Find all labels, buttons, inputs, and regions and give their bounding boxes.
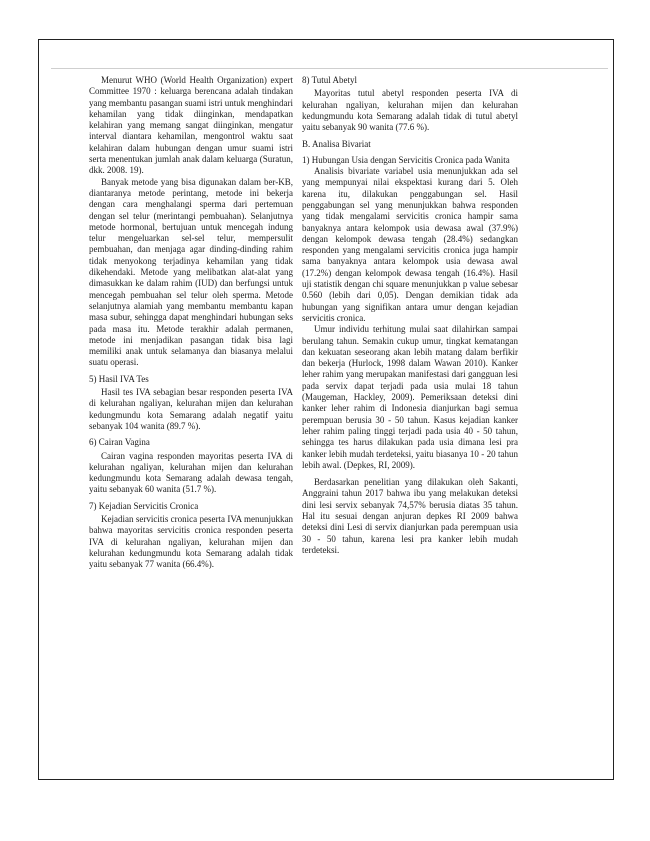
paragraph-umur-individu: Umur individu terhitung mulai saat dilahirkan sampai berulang tahun. Semakin cukup umur, tingkat kematangan dan kekuatan seseorang akan lebih matang dalam berfikir dan bekerja (Hurlock, 1998 dalam Wawan 2010). Kanker leher rahim yang merupakan manifestasi dari gangguan lesi pada servix dapat terjadi pada usia mulai 18 tahun (Maugeman, Hackley, 2009). Pemeriksaan deteksi dini kanker leher rahim di Indonesia dianjurkan bagi semua perempuan berusia 30 - 50 tahun. Kasus kejadian kanker leher rahim paling tinggi terjadi pada usia 40 - 50 tahun, sehingga tes harus dilakukan pada usia dimana lesi pra kanker lebih mudah terdeteksi, yaitu biasanya 10 - 20 tahun lebih awal. (Depkes, RI, 2009).: [302, 324, 518, 470]
paragraph-who-definition: Menurut WHO (World Health Organization) expert Committee 1970 : keluarga berencana adalah tindakan yang membantu pasangan suami istri untuk menghindari kehamilan yang tidak diinginkan, mendapatkan kelahiran yang memang sangat diinginkan, mengatur interval diantara kehamilan, mengontrol waktu saat kelahiran dalam hubungan dengan umur suami istri serta menentukan jumlah anak dalam keluarga (Suratun, dkk. 2008. 19).: [89, 75, 293, 176]
heading-hubungan-usia: 1) Hubungan Usia dengan Servicitis Cronica pada Wanita: [302, 154, 510, 165]
paragraph-penelitian-sakanti: Berdasarkan penelitian yang dilakukan oleh Sakanti, Anggraini tahun 2017 bahwa ibu yang melakukan deteksi dini lesi servix sebanyak 74,57% berusia diatas 35 tahun. Hal itu sesuai dengan anjuran depkes RI 2009 bahwa deteksi dini Lesi di servix dianjurkan pada perempuan usia 30 - 50 tahun, karena lesi pra kanker lebih mudah terdeteksi.: [302, 477, 518, 555]
heading-analisa-bivariat: B. Analisa Bivariat: [302, 139, 371, 150]
left-column: [89, 75, 293, 570]
paragraph-kejadian-servicitis: Kejadian servicitis cronica peserta IVA menunjukkan bahwa mayoritas servicitis cronica responden peserta IVA di kelurahan ngaliyan, kelurahan mijen dan kelurahan kedungmundu kota Semarang adalah tidak yaitu sebanyak 77 wanita (66.4%).: [89, 513, 293, 570]
paragraph-analisis-bivariate: Analisis bivariate variabel usia menunjukkan ada sel yang mempunyai nilai ekspektasi kurang dari 5. Oleh karena itu, dilakukan penggabungan sel. Hasil penggabungan sel yang menunjukkan bahwa responden yang tidak mengalami servicitis cronica hampir sama banyaknya antara kelompok usia dewasa awal (37.9%) dengan kelompok dewasa tengah (28.4%) sedangkan responden yang mengalami servicitis cronica juga hampir sama banyaknya antara kelompok usia dewasa awal (17.2%) dengan kelompok dewasa tengah (16.4%). Hasil uji statistik dengan chi square menunjukkan p value sebesar 0.560 (lebih dari 0,05). Dengan demikian tidak ada hubungan yang signifikan antara umur dengan kejadian servicitis cronica.: [302, 166, 518, 323]
heading-tutul-abetyl: 8) Tutul Abetyl: [302, 75, 358, 85]
heading-kejadian-servicitis: 7) Kejadian Servicitis Cronica: [89, 500, 199, 511]
paragraph-metode-kb: Banyak metode yang bisa digunakan dalam ber-KB, diantaranya metode perintang, metode ini bekerja dengan cara menghalangi sperma dari pertemuan dengan sel telur (merintangi pembuahan). Selanjutnya metode hormonal, bertujuan untuk mencegah indung telur mengeluarkan sel-sel telur, mempersulit pembuahan, dan menjaga agar dinding-dinding rahim tidak menyokong terjadinya kehamilan yang tidak dikehendaki. Metode yang melibatkan alat-alat yang dimasukkan ke dalam rahim (IUD) dan berfungsi untuk mencegah pembuahan sel telur oleh sperma. Metode selanjutnya alamiah yang membantu membantu kapan masa subur, sehingga dapat menghindari hubungan seks pada masa itu. Metode terakhir adalah permanen, metode ini menjadikan pasangan tidak bisa lagi memiliki anak untuk selamanya dan biasanya melalui suatu operasi.: [89, 176, 293, 368]
paragraph-hasil-iva: Hasil tes IVA sebagian besar responden peserta IVA di kelurahan ngaliyan, kelurahan mijen dan kelurahan kedungmundu kota Semarang adalah negatif yaitu sebanyak 104 wanita (89.7 %).: [89, 387, 293, 431]
paragraph-cairan-vagina: Cairan vagina responden mayoritas peserta IVA di kelurahan ngaliyan, kelurahan mijen dan kelurahan kedungmundu kota Semarang adalah dewasa tengah, yaitu sebanyak 60 wanita (51.7 %).: [89, 450, 293, 495]
header-rule: [51, 68, 608, 69]
paragraph-tutul-abetyl: Mayoritas tutul abetyl responden peserta IVA di kelurahan ngaliyan, kelurahan mijen dan kelurahan kedungmundu kota Semarang adalah tidak di tutul abetyl yaitu sebanyak 90 wanita (77.6 %).: [302, 88, 518, 133]
heading-cairan-vagina: 6) Cairan Vagina: [89, 437, 150, 448]
heading-hasil-iva: 5) Hasil IVA Tes: [89, 373, 149, 384]
right-column: [302, 75, 518, 760]
